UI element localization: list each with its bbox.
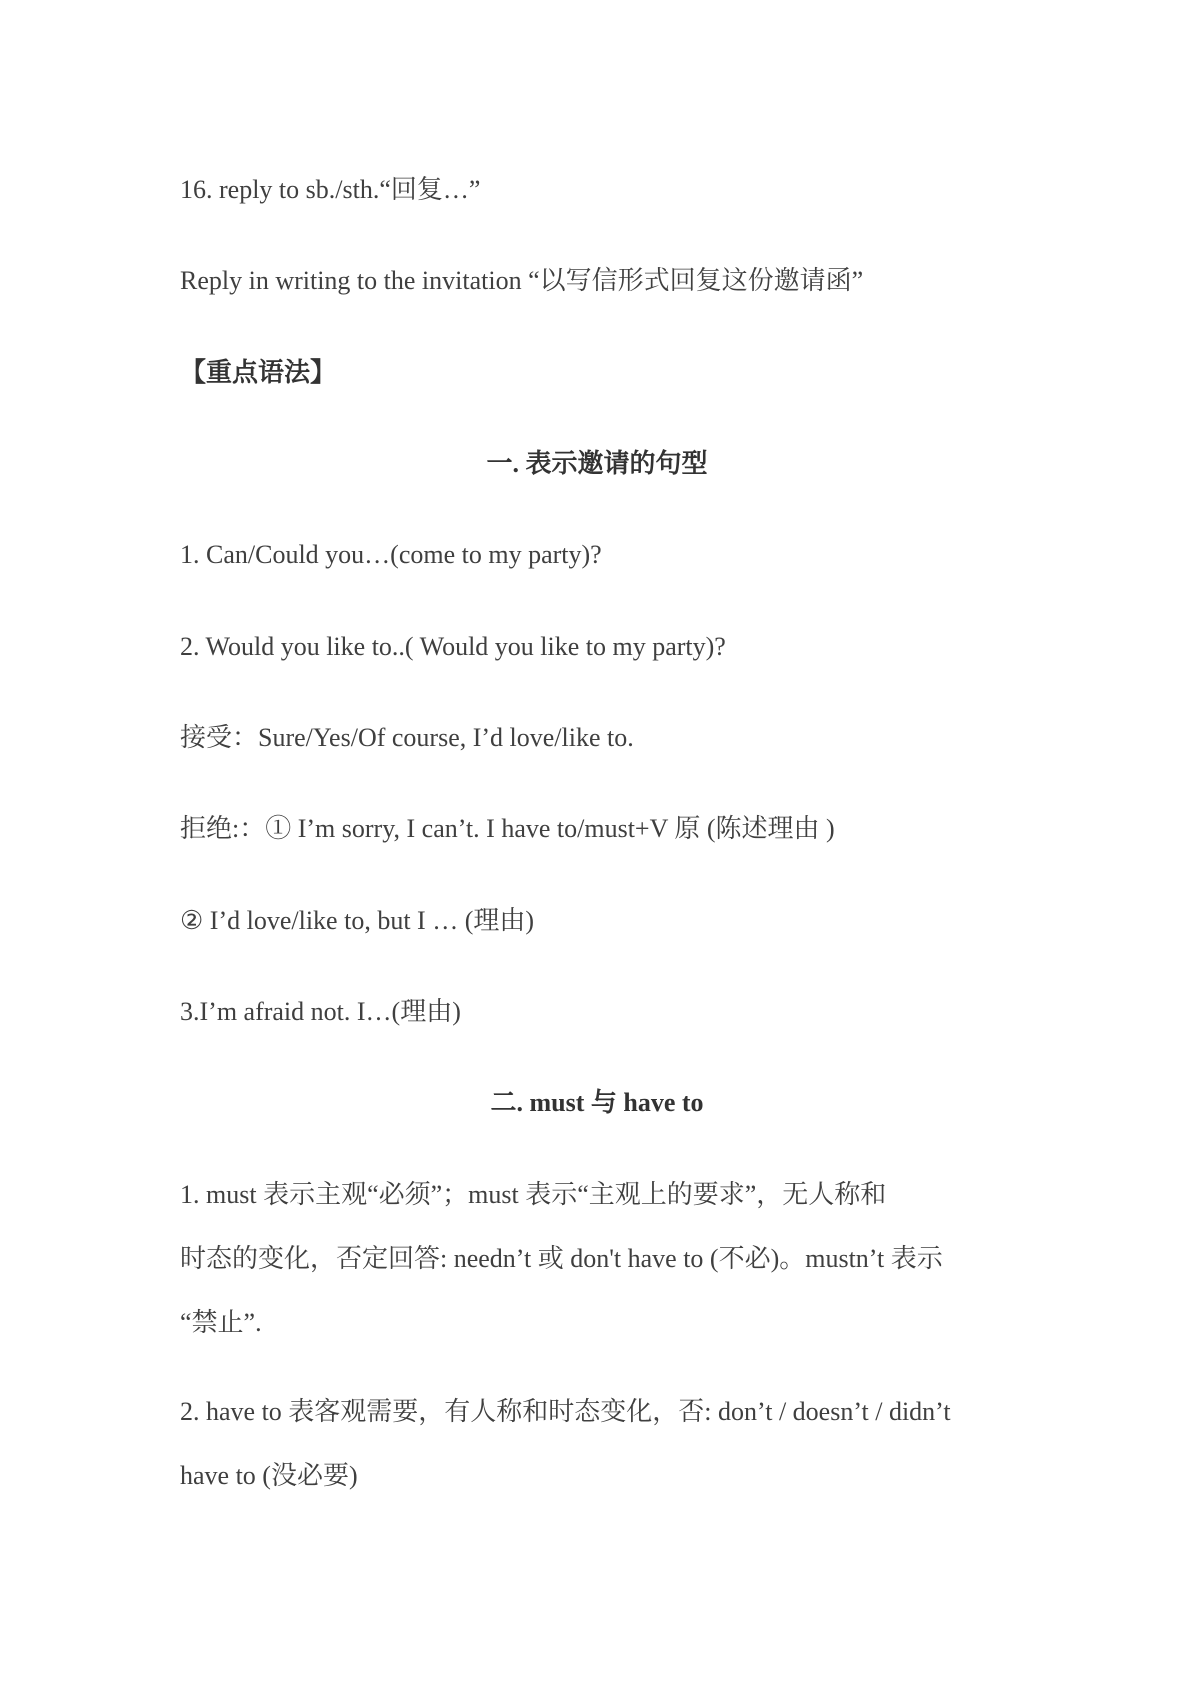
invitation-pattern-3: 3.I’m afraid not. I…(理由) — [180, 997, 461, 1026]
refuse-response-2: ② I’d love/like to, but I … (理由) — [180, 906, 535, 935]
vocab-item-16: 16. reply to sb./sth.“回复…” — [180, 175, 481, 204]
must-explanation-paragraph — [180, 1163, 1014, 1355]
refuse-response-1: 拒绝:：① I’m sorry, I can’t. I have to/must+V 原 (陈述理由 ) — [180, 814, 835, 843]
section-heading-invitation-patterns: 一. 表示邀请的句型 — [486, 449, 708, 478]
have-to-explanation-line: 2. have to 表客观需要，有人称和时态变化，否: don’t / doesn’t / didn’t — [180, 1397, 951, 1426]
section-heading-must-have-to: 二. must 与 have to — [490, 1088, 704, 1117]
key-grammar-heading: 【重点语法】 — [180, 358, 337, 387]
have-to-explanation-line: have to (没必要) — [180, 1461, 358, 1490]
must-explanation-line: 1. must 表示主观“必须”；must 表示“主观上的要求”，无人称和 — [180, 1180, 887, 1209]
have-to-explanation-paragraph — [180, 1380, 1014, 1508]
must-explanation-line: 时态的变化，否定回答: needn’t 或 don't have to (不必)。mustn’t 表示 — [180, 1244, 943, 1273]
accept-response: 接受：Sure/Yes/Of course, I’d love/like to. — [180, 723, 634, 752]
must-explanation-line: “禁止”. — [180, 1308, 262, 1337]
vocab-example-sentence: Reply in writing to the invitation “以写信形式回复这份邀请函” — [180, 266, 864, 295]
invitation-pattern-1: 1. Can/Could you…(come to my party)? — [180, 540, 602, 569]
invitation-pattern-2: 2. Would you like to..( Would you like to my party)? — [180, 632, 726, 661]
